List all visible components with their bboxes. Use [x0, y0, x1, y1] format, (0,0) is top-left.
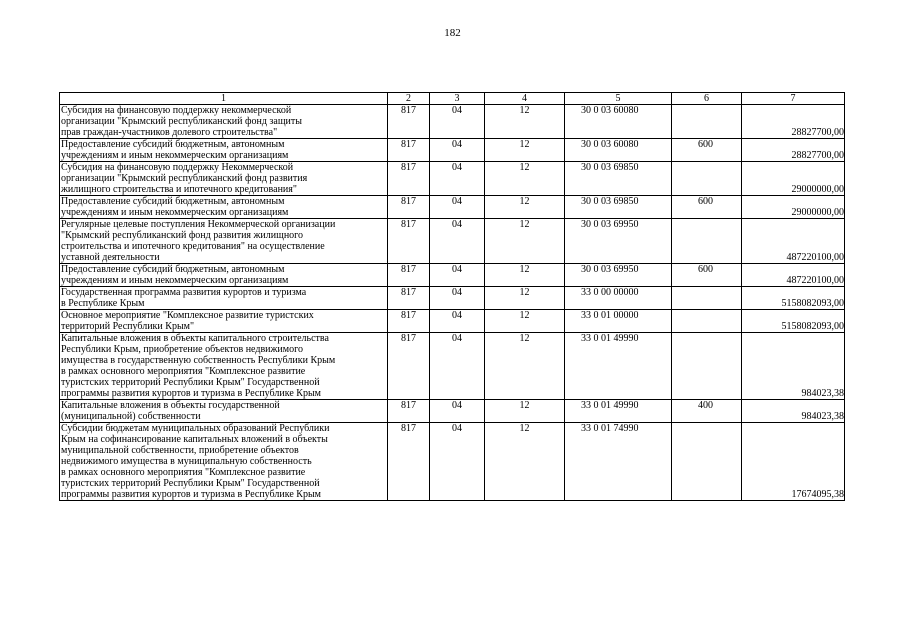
cell-c5: 30 0 03 60080: [565, 105, 672, 139]
row-description: [60, 333, 388, 400]
row-description: [60, 105, 388, 139]
description-line: муниципальной собственности, приобретение объектов: [61, 445, 299, 456]
cell-c7: 28827700,00: [742, 139, 845, 162]
table-row: [60, 423, 845, 501]
description-line: имущества в государственную собственность Республики Крым: [61, 355, 336, 366]
row-description: [60, 400, 388, 423]
table-header-row: [60, 93, 845, 105]
description-line: программы развития курортов и туризма в Республике Крым: [61, 489, 321, 500]
cell-c4: 12: [485, 219, 565, 264]
cell-c6: [672, 333, 742, 400]
cell-c7: 29000000,00: [742, 162, 845, 196]
cell-c7: 5158082093,00: [742, 310, 845, 333]
cell-c2: 817: [388, 162, 430, 196]
table-row: [60, 333, 845, 400]
cell-c4: 12: [485, 105, 565, 139]
cell-c3: 04: [430, 310, 485, 333]
cell-c3: 04: [430, 264, 485, 287]
page-number: 182: [444, 27, 461, 39]
cell-c7: 17674095,38: [742, 423, 845, 501]
cell-c4: 12: [485, 287, 565, 310]
cell-c3: 04: [430, 423, 485, 501]
cell-c7: 487220100,00: [742, 219, 845, 264]
cell-c7: 984023,38: [742, 400, 845, 423]
cell-c2: 817: [388, 310, 430, 333]
cell-c6: [672, 287, 742, 310]
header-cell-6: 6: [672, 93, 742, 105]
cell-c4: 12: [485, 196, 565, 219]
cell-c3: 04: [430, 219, 485, 264]
description-line: Предоставление субсидий бюджетным, автономным: [61, 139, 285, 150]
cell-c6: 600: [672, 264, 742, 287]
cell-c2: 817: [388, 287, 430, 310]
cell-c2: 817: [388, 105, 430, 139]
description-line: территорий Республики Крым": [61, 321, 195, 332]
row-description: [60, 264, 388, 287]
cell-c7: 984023,38: [742, 333, 845, 400]
header-cell-3: 3: [430, 93, 485, 105]
cell-c5: 33 0 01 49990: [565, 333, 672, 400]
cell-c6: 400: [672, 400, 742, 423]
table-row: [60, 219, 845, 264]
cell-c3: 04: [430, 139, 485, 162]
description-line: Основное мероприятие "Комплексное развитие туристских: [61, 310, 314, 321]
header-cell-2: 2: [388, 93, 430, 105]
description-line: Субсидии бюджетам муниципальных образований Республики: [61, 423, 330, 434]
cell-c3: 04: [430, 162, 485, 196]
description-line: строительства и ипотечного кредитования" на осуществление: [61, 241, 325, 252]
row-description: [60, 287, 388, 310]
cell-c4: 12: [485, 333, 565, 400]
row-description: [60, 310, 388, 333]
cell-c6: 600: [672, 139, 742, 162]
description-line: Капитальные вложения в объекты капитального строительства: [61, 333, 329, 344]
cell-c2: 817: [388, 139, 430, 162]
header-cell-7: 7: [742, 93, 845, 105]
description-line: учреждениям и иным некоммерческим организациям: [61, 207, 289, 218]
cell-c2: 817: [388, 196, 430, 219]
description-line: организации "Крымский республиканский фонд развития: [61, 173, 308, 184]
cell-c6: 600: [672, 196, 742, 219]
cell-c6: [672, 310, 742, 333]
description-line: уставной деятельности: [61, 252, 160, 263]
cell-c7: 5158082093,00: [742, 287, 845, 310]
row-description: [60, 196, 388, 219]
cell-c5: 30 0 03 69950: [565, 219, 672, 264]
row-description: [60, 139, 388, 162]
cell-c5: 30 0 03 69950: [565, 264, 672, 287]
description-line: Капитальные вложения в объекты государственной: [61, 400, 280, 411]
description-line: туристских территорий Республики Крым" Государственной: [61, 377, 320, 388]
description-line: программы развития курортов и туризма в Республике Крым: [61, 388, 321, 399]
description-line: прав граждан-участников долевого строительства": [61, 127, 278, 138]
table-row: [60, 264, 845, 287]
row-description: [60, 423, 388, 501]
cell-c6: [672, 219, 742, 264]
description-line: Предоставление субсидий бюджетным, автономным: [61, 196, 285, 207]
table-row: [60, 162, 845, 196]
cell-c2: 817: [388, 219, 430, 264]
description-line: Регулярные целевые поступления Некоммерческой организации: [61, 219, 336, 230]
header-cell-1: 1: [60, 93, 388, 105]
description-line: Предоставление субсидий бюджетным, автономным: [61, 264, 285, 275]
description-line: недвижимого имущества в муниципальную собственность: [61, 456, 312, 467]
description-line: организации "Крымский республиканский фонд защиты: [61, 116, 302, 127]
cell-c2: 817: [388, 400, 430, 423]
description-line: в Республике Крым: [61, 298, 145, 309]
cell-c7: 29000000,00: [742, 196, 845, 219]
description-line: жилищного строительства и ипотечного кредитования": [61, 184, 297, 195]
cell-c2: 817: [388, 264, 430, 287]
cell-c5: 30 0 03 60080: [565, 139, 672, 162]
cell-c3: 04: [430, 400, 485, 423]
header-cell-5: 5: [565, 93, 672, 105]
cell-c6: [672, 162, 742, 196]
description-line: Крым на софинансирование капитальных вложений в объекты: [61, 434, 328, 445]
cell-c4: 12: [485, 423, 565, 501]
description-line: учреждениям и иным некоммерческим организациям: [61, 150, 289, 161]
cell-c2: 817: [388, 333, 430, 400]
description-line: Государственная программа развития курортов и туризма: [61, 287, 307, 298]
header-cell-4: 4: [485, 93, 565, 105]
cell-c3: 04: [430, 287, 485, 310]
description-line: (муниципальной) собственности: [61, 411, 201, 422]
description-line: в рамках основного мероприятия "Комплексное развитие: [61, 366, 306, 377]
table-row: [60, 196, 845, 219]
table-row: [60, 310, 845, 333]
cell-c7: 487220100,00: [742, 264, 845, 287]
cell-c6: [672, 423, 742, 501]
cell-c5: 33 0 01 74990: [565, 423, 672, 501]
table-row: [60, 105, 845, 139]
table-row: [60, 287, 845, 310]
description-line: "Крымский республиканский фонд развития жилищного: [61, 230, 304, 241]
cell-c3: 04: [430, 333, 485, 400]
cell-c2: 817: [388, 423, 430, 501]
cell-c7: 28827700,00: [742, 105, 845, 139]
table-row: [60, 400, 845, 423]
description-line: Республики Крым, приобретение объектов недвижимого: [61, 344, 303, 355]
cell-c6: [672, 105, 742, 139]
table-body: [60, 93, 845, 501]
cell-c5: 30 0 03 69850: [565, 162, 672, 196]
description-line: в рамках основного мероприятия "Комплексное развитие: [61, 467, 306, 478]
description-line: туристских территорий Республики Крым" Государственной: [61, 478, 320, 489]
cell-c3: 04: [430, 196, 485, 219]
cell-c4: 12: [485, 310, 565, 333]
row-description: [60, 219, 388, 264]
cell-c5: 33 0 01 49990: [565, 400, 672, 423]
cell-c4: 12: [485, 162, 565, 196]
description-line: Субсидия на финансовую поддержку Некоммерческой: [61, 162, 294, 173]
budget-table: [59, 92, 845, 501]
table-row: [60, 139, 845, 162]
row-description: [60, 162, 388, 196]
description-line: Субсидия на финансовую поддержку некоммерческой: [61, 105, 292, 116]
description-line: учреждениям и иным некоммерческим организациям: [61, 275, 289, 286]
cell-c4: 12: [485, 264, 565, 287]
cell-c5: 33 0 00 00000: [565, 287, 672, 310]
cell-c4: 12: [485, 139, 565, 162]
cell-c5: 30 0 03 69850: [565, 196, 672, 219]
cell-c4: 12: [485, 400, 565, 423]
cell-c3: 04: [430, 105, 485, 139]
cell-c5: 33 0 01 00000: [565, 310, 672, 333]
